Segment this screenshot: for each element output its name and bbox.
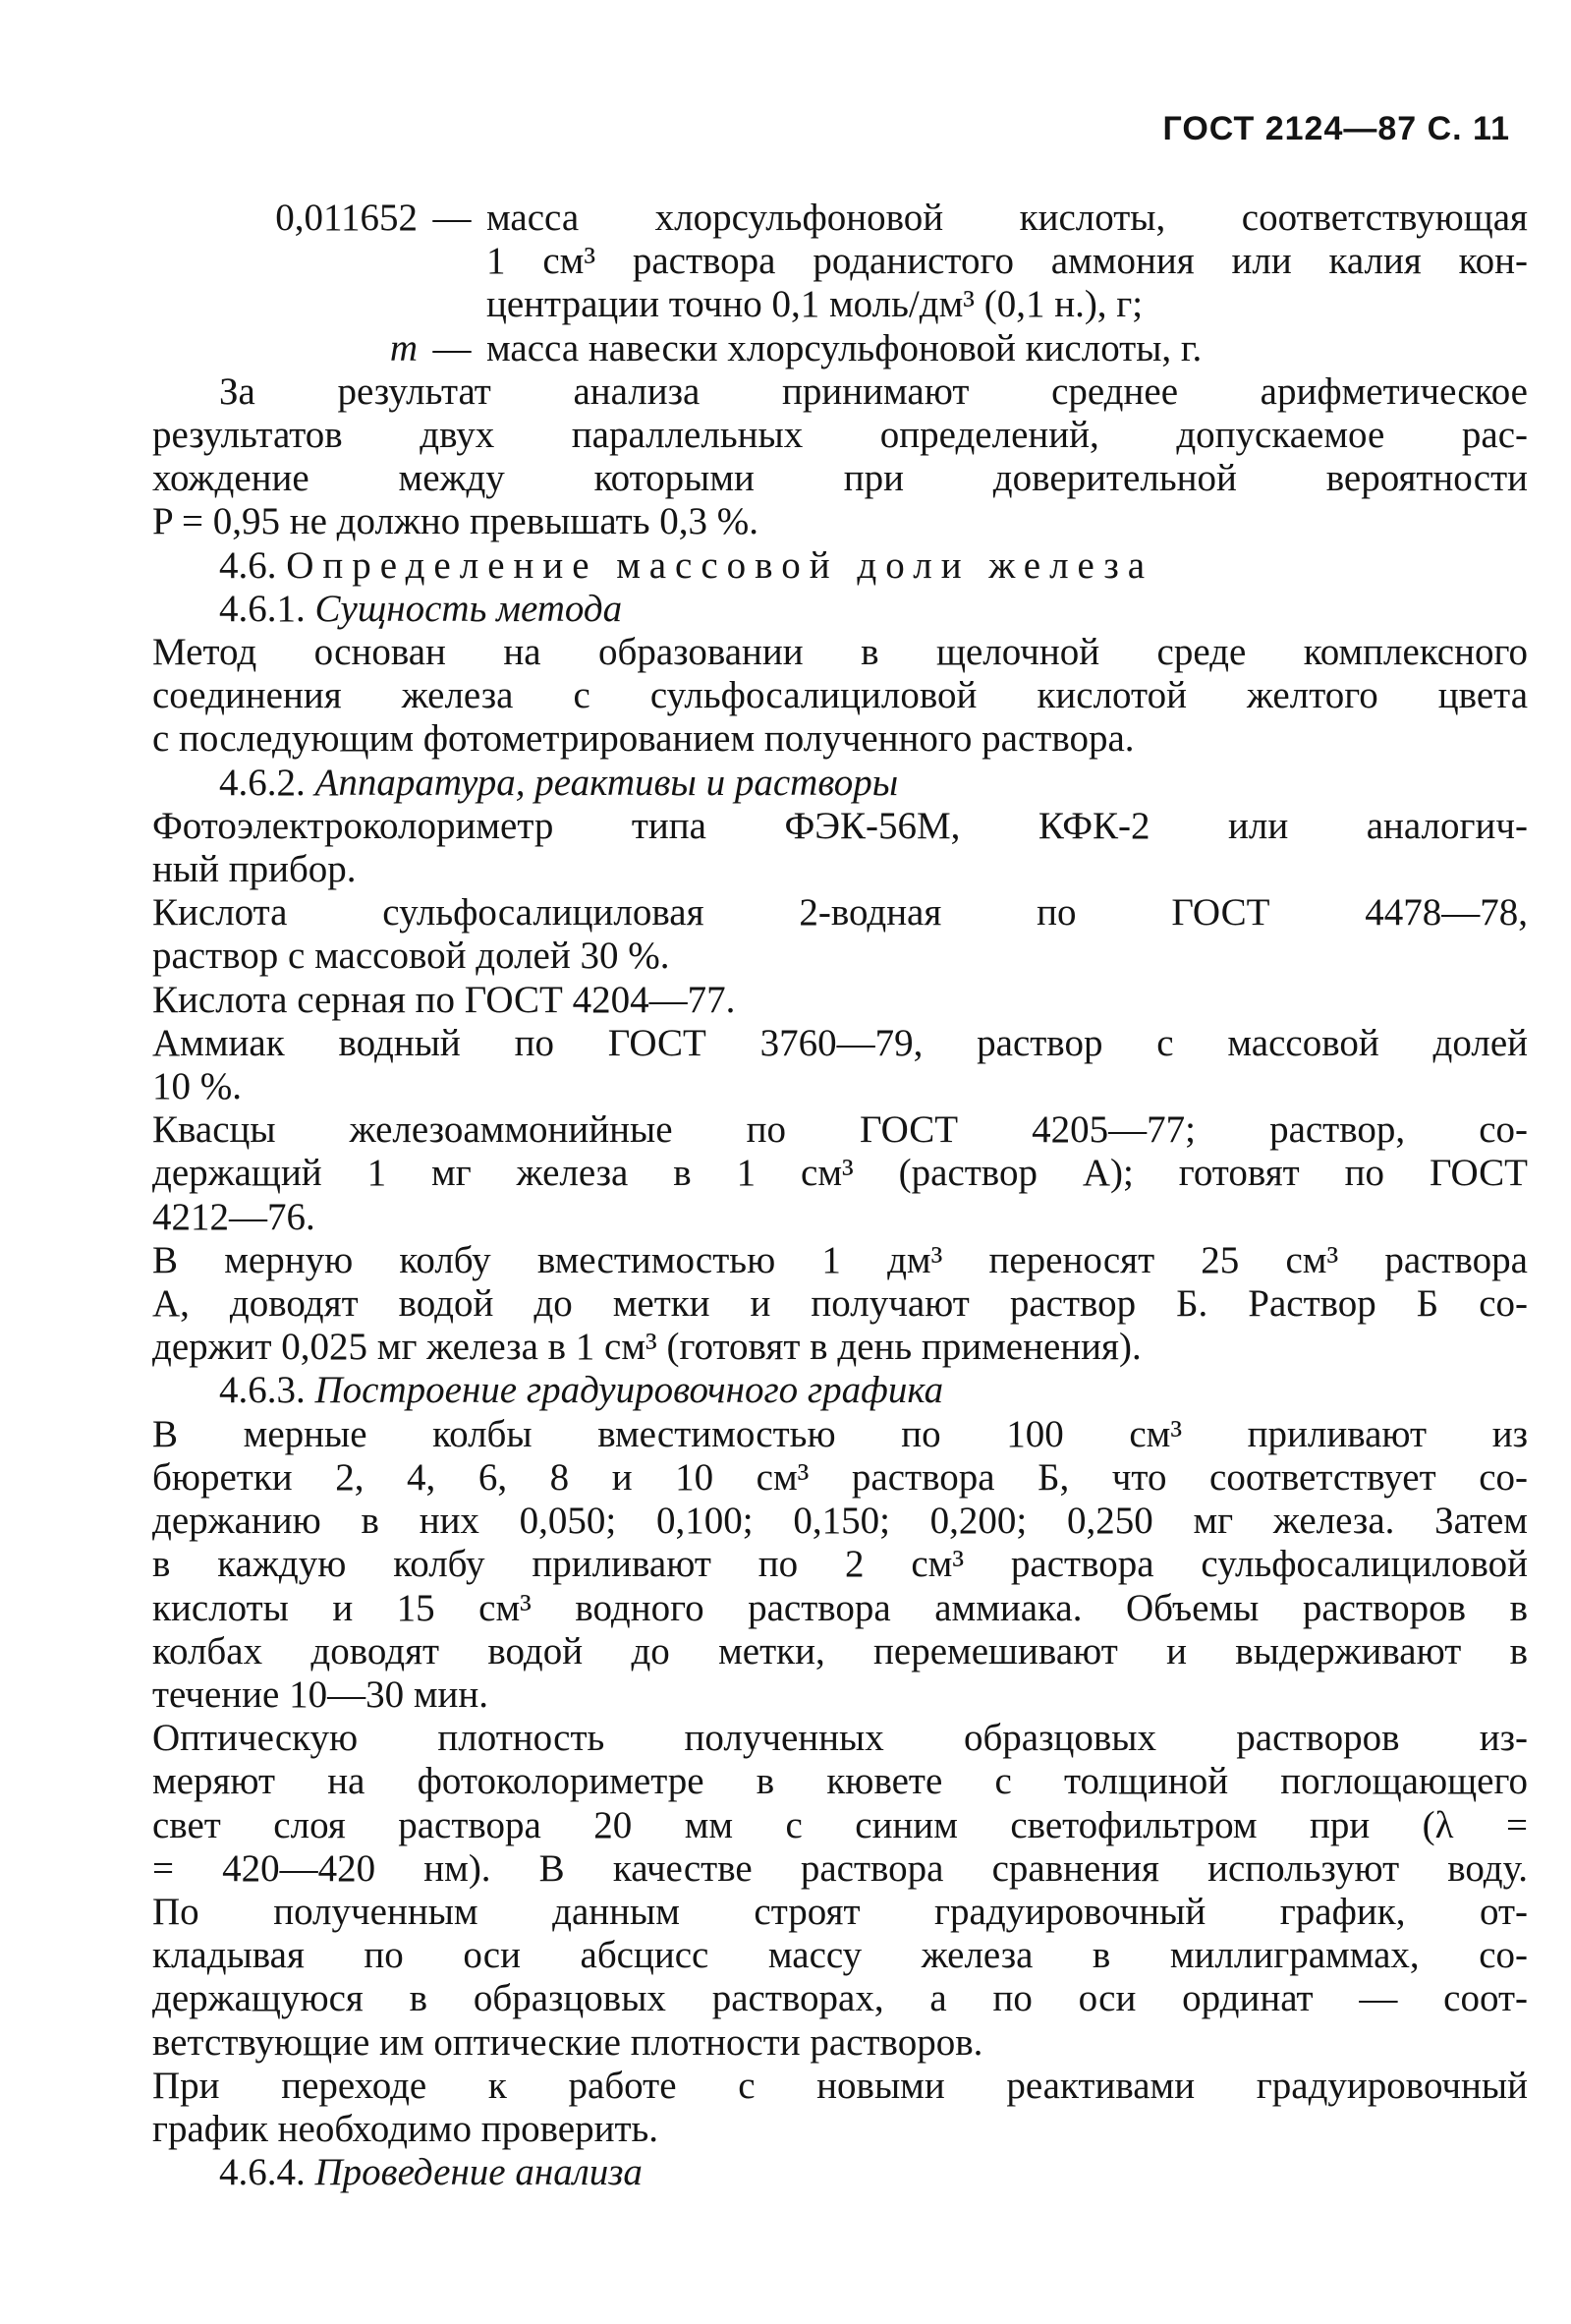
section-number: 4.6.4. [219,2151,306,2194]
text-line: держащий 1 мг железа в 1 см³ (раствор А); готовят по ГОСТ [152,1152,1528,1195]
section-title: Построение градуировочного графика [314,1369,944,1412]
section-number: 4.6.1. [219,587,306,630]
section-title: Проведение анализа [314,2151,643,2194]
definition-dash: — [432,197,472,239]
definition-line: центрации точно 0,1 моль/дм³ (0,1 н.), г; [486,283,1144,326]
section-heading-4-6-1 [152,588,1528,631]
paragraph-sulfosalicylic-acid [152,891,1528,978]
definition-term: m [389,326,418,369]
paragraph-alum [152,1108,1528,1239]
section-title: Сущность метода [314,587,623,630]
paragraph-photocolorimeter [152,805,1528,891]
definition-item [152,197,1528,327]
paragraph-flask [152,1239,1528,1370]
text-line: А, доводят водой до метки и получают раствор Б. Раствор Б со- [152,1282,1528,1326]
text-line: Квасцы железоаммонийные по ГОСТ 4205—77; раствор, со- [152,1108,1528,1152]
text-line: Кислота серная по ГОСТ 4204—77. [152,978,736,1021]
text-line: кладывая по оси абсцисс массу железа в миллиграммах, со- [152,1934,1528,1977]
paragraph-calibration [152,1413,1528,1717]
text-line: с последующим фотометрированием полученного раствора. [152,717,1135,761]
text-line: При переходе к работе с новыми реактивами градуировочный [152,2064,1528,2107]
paragraph-result [152,370,1528,544]
text-line: ный прибор. [152,848,357,891]
text-line: хождение между которыми при доверительной вероятности [152,457,1528,500]
section-number: 4.6.2. [219,761,306,804]
definition-term: 0,011652 [275,197,418,239]
paragraph-sulfuric-acid [152,979,1528,1022]
section-title: Определение массовой доли железа [286,543,1154,587]
text-line: соединения железа с сульфосалициловой кислотой желтого цвета [152,674,1528,717]
paragraph-method [152,631,1528,762]
section-number: 4.6.3. [219,1369,306,1412]
text-line: 4212—76. [152,1195,315,1238]
text-line: В мерную колбу вместимостью 1 дм³ переносят 25 см³ раствора [152,1238,1528,1281]
text-line: Аммиак водный по ГОСТ 3760—79, раствор с массовой долей [152,1021,1528,1064]
text-line: Метод основан на образовании в щелочной среде комплексного [152,631,1528,674]
text-line: 10 %. [152,1065,242,1108]
section-heading-4-6-4 [152,2151,1528,2194]
text-line: свет слоя раствора 20 мм с синим светофильтром при (λ = [152,1803,1528,1846]
text-line: Кислота сульфосалициловая 2-водная по ГОСТ 4478—78, [152,891,1528,935]
paragraph-check [152,2065,1528,2151]
text-line: ветствующие им оптические плотности растворов. [152,2020,983,2064]
text-line: меряют на фотоколориметре в кювете с толщиной поглощающего [152,1760,1528,1803]
text-line: течение 10—30 мин. [152,1672,489,1716]
text-line: держит 0,025 мг железа в 1 см³ (готовят в день применения). [152,1326,1142,1369]
text-line: = 420—420 нм). В качестве раствора сравнения используют воду. [152,1846,1528,1890]
paragraph-ammonia [152,1022,1528,1108]
text-line: в каждую колбу приливают по 2 см³ раствора сульфосалициловой [152,1543,1528,1586]
text-line: результатов двух параллельных определений, допускаемое рас- [152,414,1528,457]
definition-line: масса хлорсульфоновой кислоты, соответствующая [486,197,1528,239]
text-line: P = 0,95 не должно превышать 0,3 %. [152,500,758,543]
section-number: 4.6. [219,543,277,587]
section-title: Аппаратура, реактивы и растворы [314,761,899,804]
running-head: ГОСТ 2124—87 С. 11 [1162,110,1510,147]
definition-item [152,327,1528,370]
text-line: Фотоэлектроколориметр типа ФЭК-56М, КФК-2 или аналогич- [152,804,1528,847]
section-heading-4-6-3 [152,1369,1528,1412]
text-line: бюретки 2, 4, 6, 8 и 10 см³ раствора Б, что соответствует со- [152,1455,1528,1499]
text-line: колбах доводят водой до метки, перемешивают и выдерживают в [152,1629,1528,1672]
body-text [152,197,1528,2194]
text-line: держанию в них 0,050; 0,100; 0,150; 0,200; 0,250 мг железа. Затем [152,1500,1528,1543]
definition-dash: — [432,326,472,369]
text-line: кислоты и 15 см³ водного раствора аммиака. Объемы растворов в [152,1586,1528,1629]
text-line: По полученным данным строят градуировочный график, от- [152,1890,1528,1933]
text-line: график необходимо проверить. [152,2107,659,2150]
text-line: За результат анализа принимают среднее арифметическое [219,369,1528,413]
definition-line: масса навески хлорсульфоновой кислоты, г. [486,326,1203,369]
paragraph-optical-density [152,1717,1528,2065]
section-heading-4-6-2 [152,762,1528,805]
section-heading-4-6 [152,544,1528,588]
text-line: В мерные колбы вместимостью по 100 см³ приливают из [152,1412,1528,1455]
text-line: держащуюся в образцовых растворах, а по оси ординат — соот- [152,1977,1528,2020]
text-line: раствор с массовой долей 30 %. [152,935,670,978]
text-line: Оптическую плотность полученных образцовых растворов из- [152,1717,1528,1760]
definition-line: 1 см³ раствора роданистого аммония или калия кон- [486,240,1528,283]
